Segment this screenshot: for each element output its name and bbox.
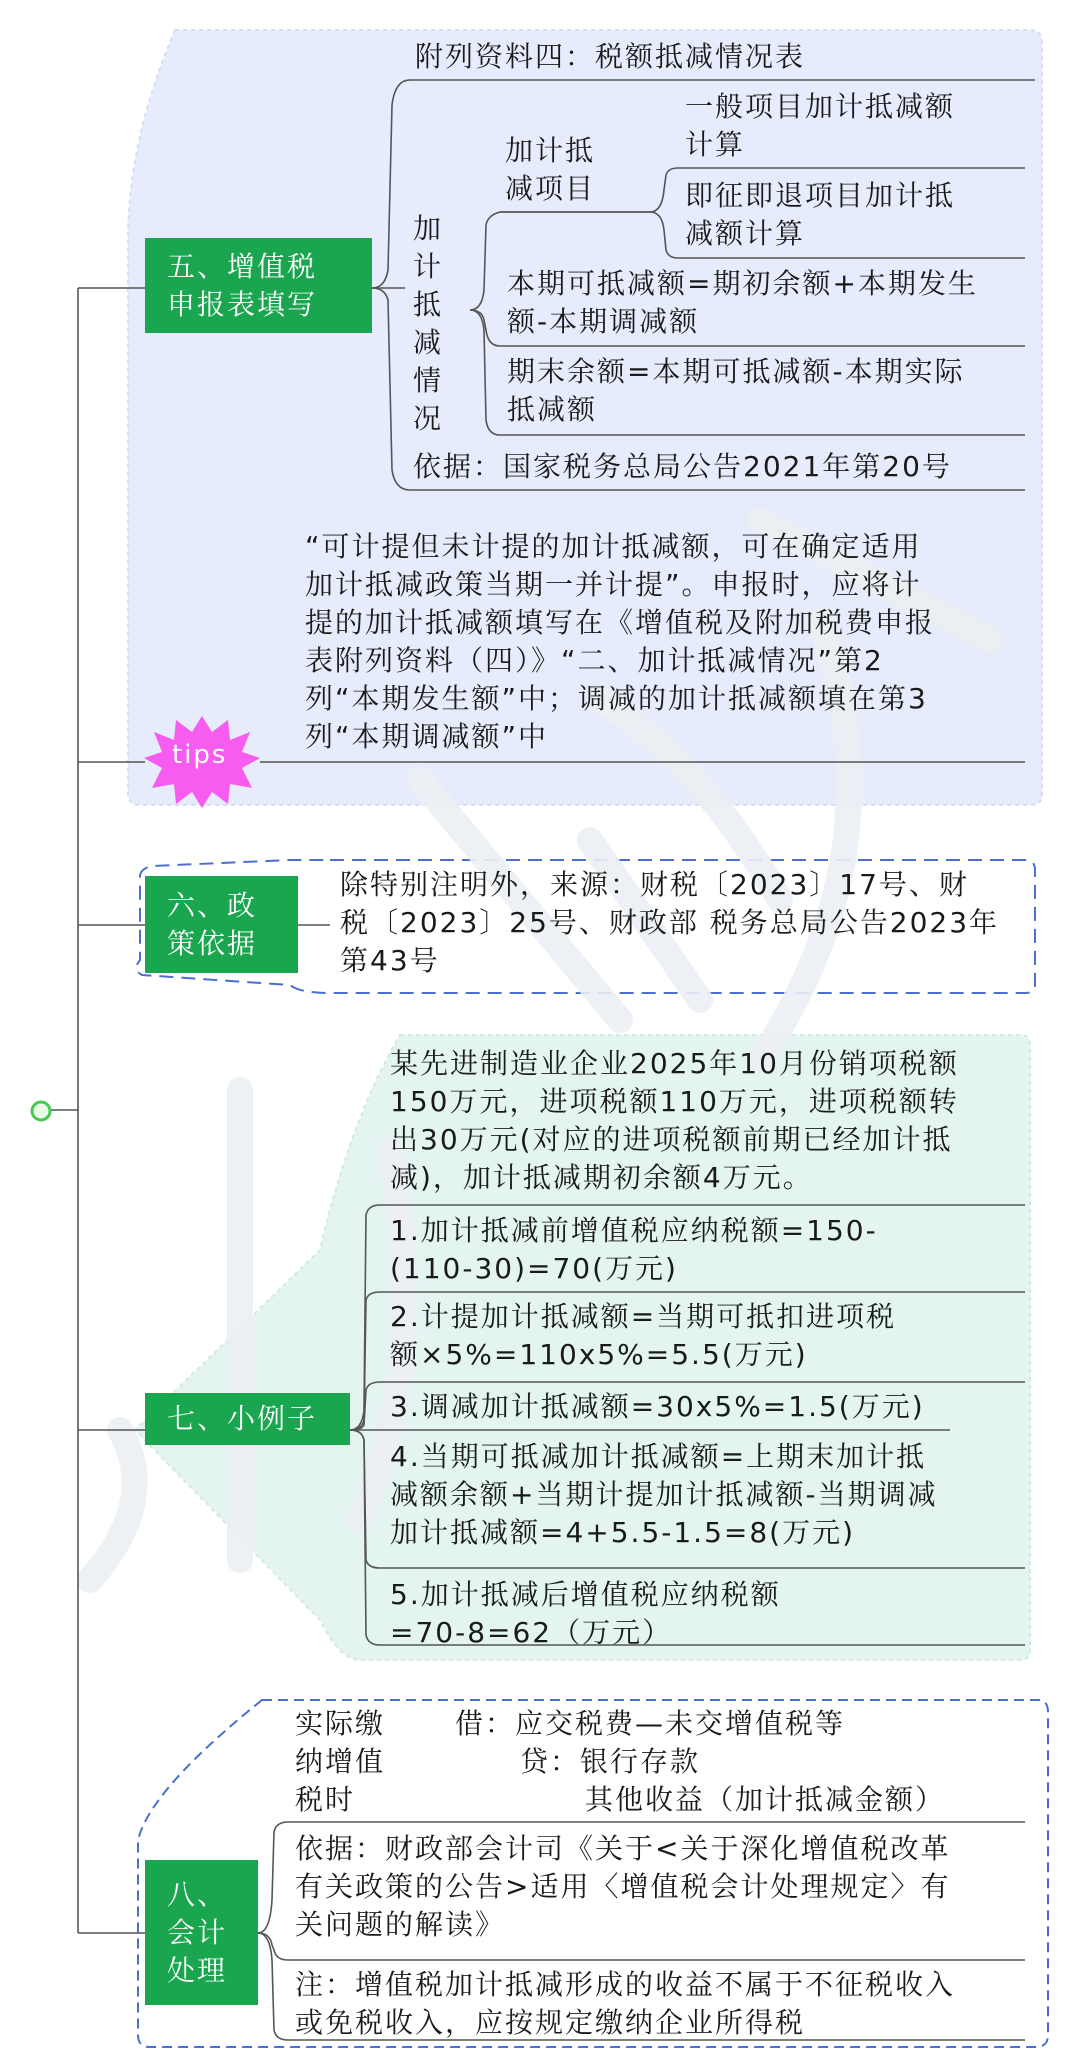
section5-leaf3: 本期可抵减额=期初余额+本期发生 额-本期调减额 — [507, 267, 978, 338]
section8-debit: 借：应交税费—未交增值税等 — [455, 1707, 846, 1740]
section8-entry-label: 实际缴 纳增值 税时 — [295, 1707, 386, 1816]
section8-node[interactable] — [145, 1860, 258, 2005]
section8-basis: 依据：财政部会计司《关于<关于深化增值税改革 有关政策的公告>适用〈增值税会计处理规定〉有 关问题的解读》 — [295, 1832, 951, 1941]
section7-step4: 4.当期可抵减加计抵减额=上期末加计抵 减额余额+当期计提加计抵减额-当期调减 加计抵减额=4+5.5-1.5=8(万元) — [390, 1440, 938, 1549]
section8-title: 八、 会计 处理 — [167, 1877, 228, 1987]
section7-title: 七、小例子 — [167, 1402, 318, 1435]
section5-group-label: 加 计 抵 减 情 况 — [413, 212, 444, 435]
tips-text: “可计提但未计提的加计抵减额，可在确定适用 加计抵减政策当期一并计提”。申报时，应将计 提的加计抵减额填写在《增值税及附加税费申报 表附列资料（四）》“二、加计抵减情况”第2 列“本期发生额”中；调减的加计抵减额填在第3 列“本期调减额”中 — [305, 530, 936, 753]
section5-title: 五、增值税 申报表填写 — [167, 249, 318, 321]
section6-text: 除特别注明外，来源：财税〔2023〕17号、财 税〔2023〕25号、财政部 税务总局公告2023年 第43号 — [340, 868, 1000, 977]
section7-step3: 3.调减加计抵减额=30x5%=1.5(万元) — [390, 1390, 925, 1423]
section5-leaf4: 期末余额=本期可抵减额-本期实际 抵减额 — [507, 355, 965, 426]
section7-step5: 5.加计抵减后增值税应纳税额 =70-8=62（万元） — [390, 1578, 781, 1649]
section8-credit: 贷：银行存款 — [520, 1745, 701, 1778]
section8-credit2: 其他收益（加计抵减金额） — [585, 1783, 946, 1816]
section6-node[interactable] — [145, 876, 298, 973]
section5-leaf2: 即征即退项目加计抵 减额计算 — [685, 179, 956, 250]
section7-intro: 某先进制造业企业2025年10月份销项税额 150万元，进项税额110万元，进项税额转 出30万元(对应的进项税额前期已经加计抵 减)，加计抵减期初余额4万元。 — [390, 1047, 959, 1194]
section7-step1: 1.加计抵减前增值税应纳税额=150- (110-30)=70(万元) — [390, 1214, 878, 1285]
section8-note: 注：增值税加计抵减形成的收益不属于不征税收入 或免税收入，应按规定缴纳企业所得税 — [295, 1968, 956, 2039]
tips-label: tips — [172, 740, 228, 770]
section5-node[interactable] — [145, 238, 372, 333]
section7-node[interactable] — [145, 1393, 350, 1445]
section7-step2: 2.计提加计抵减额=当期可抵扣进项税 额×5%=110x5%=5.5(万元) — [390, 1300, 897, 1371]
circle-node-icon[interactable] — [28, 1098, 54, 1124]
section5-sub-label: 加计抵 减项目 — [505, 134, 596, 205]
section5-basis: 依据：国家税务总局公告2021年第20号 — [413, 450, 952, 483]
section5-header: 附列资料四：税额抵减情况表 — [415, 40, 806, 73]
section5-leaf1: 一般项目加计抵减额 计算 — [685, 90, 956, 161]
section6-title: 六、政 策依据 — [167, 888, 258, 960]
